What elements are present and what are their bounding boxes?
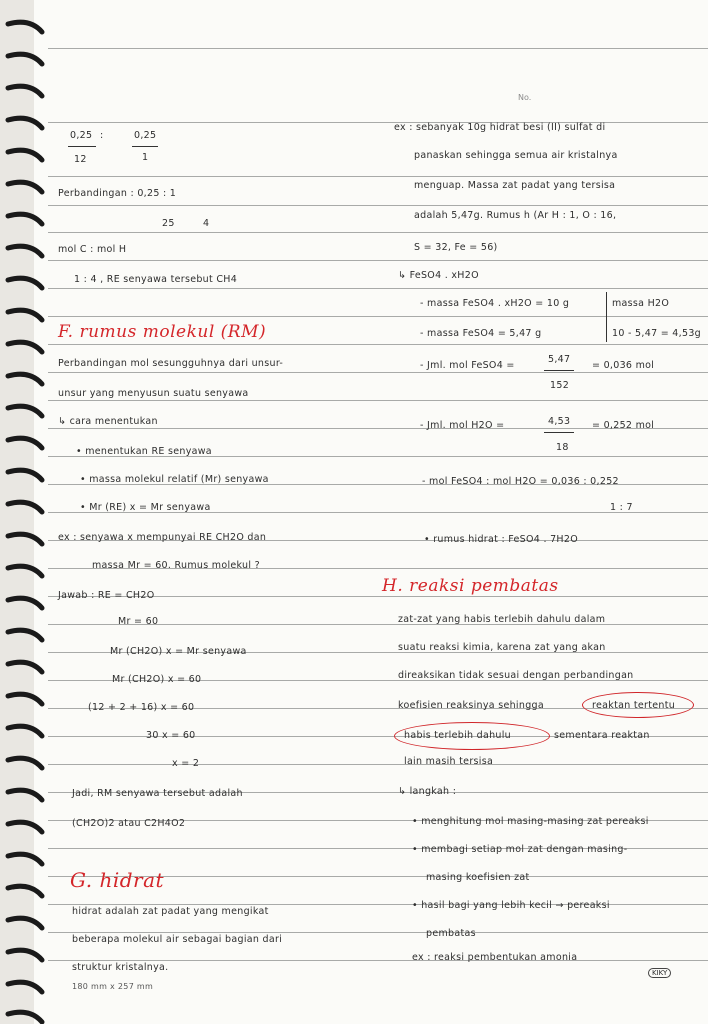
text-line: mol C : mol H — [58, 244, 127, 255]
text-line: Mr (CH2O) x = 60 — [112, 674, 202, 685]
text-line: 1 : 7 — [610, 502, 633, 513]
ruled-line — [48, 400, 708, 401]
text-line: 0,25 — [134, 130, 157, 141]
paper-size-label: 180 mm x 257 mm — [72, 982, 154, 991]
text-line: • menghitung mol masing-masing zat pereaksi — [412, 816, 649, 827]
ruled-line — [48, 232, 708, 233]
spiral-binding-icon — [0, 0, 52, 1024]
text-line: 10 - 5,47 = 4,53g — [612, 328, 701, 339]
text-line: • membagi setiap mol zat dengan masing- — [412, 844, 628, 855]
text-line: ex : sebanyak 10g hidrat besi (II) sulfat di — [394, 122, 606, 133]
ruled-line — [48, 316, 708, 317]
text-line: - Jml. mol FeSO4 = — [420, 360, 515, 371]
brand-logo: KIKY — [648, 968, 671, 978]
text-line: panaskan sehingga semua air kristalnya — [414, 150, 618, 161]
text-line: 4 — [203, 218, 210, 229]
ruled-line — [48, 960, 708, 961]
fraction-bar — [132, 146, 158, 147]
text-line: menguap. Massa zat padat yang tersisa — [414, 180, 616, 191]
text-line: 1 — [142, 152, 149, 163]
text-line: ↳ langkah : — [398, 786, 457, 797]
ruled-line — [48, 205, 708, 206]
text-line: • hasil bagi yang lebih kecil → pereaksi — [412, 900, 610, 911]
fraction-bar — [544, 370, 574, 371]
text-line: koefisien reaksinya sehingga — [398, 700, 544, 711]
bracket-line — [606, 292, 607, 342]
section-heading: H. reaksi pembatas — [382, 576, 559, 596]
text-line: reaktan tertentu — [592, 700, 676, 711]
text-line: • menentukan RE senyawa — [76, 446, 212, 457]
section-heading: G. hidrat — [70, 868, 165, 892]
text-line: - Jml. mol H2O = — [420, 420, 505, 431]
text-line: pembatas — [426, 928, 476, 939]
text-line: - massa FeSO4 . xH2O = 10 g — [420, 298, 570, 309]
text-line: beberapa molekul air sebagai bagian dari — [72, 934, 283, 945]
text-line: 152 — [550, 380, 570, 391]
text-line: sementara reaktan — [554, 730, 650, 741]
text-line: Perbandingan : 0,25 : 1 — [58, 188, 177, 199]
text-line: ↳ FeSO4 . xH2O — [398, 270, 479, 281]
text-line: massa H2O — [612, 298, 670, 309]
text-line: x = 2 — [172, 758, 200, 769]
text-line: 12 — [74, 154, 87, 165]
text-line: ex : senyawa x mempunyai RE CH2O dan — [58, 532, 267, 543]
text-line: Jawab : RE = CH2O — [58, 590, 155, 601]
text-line: Perbandingan mol sesungguhnya dari unsur- — [58, 358, 284, 369]
text-line: 18 — [556, 442, 569, 453]
ruled-line — [48, 48, 708, 49]
text-line: masing koefisien zat — [426, 872, 530, 883]
page-number-label: No. — [518, 93, 532, 102]
text-line: massa Mr = 60. Rumus molekul ? — [92, 560, 260, 571]
text-line: • rumus hidrat : FeSO4 . 7H2O — [424, 534, 578, 545]
ruled-line — [48, 932, 708, 933]
section-heading: F. rumus molekul (RM) — [58, 322, 267, 342]
text-line: 5,47 — [548, 354, 571, 365]
text-line: suatu reaksi kimia, karena zat yang akan — [398, 642, 606, 653]
ruled-line — [48, 260, 708, 261]
text-line: - mol FeSO4 : mol H2O = 0,036 : 0,252 — [422, 476, 619, 487]
text-line: lain masih tersisa — [404, 756, 494, 767]
text-line: = 0,252 mol — [592, 420, 655, 431]
ruled-line — [48, 122, 708, 123]
text-line: habis terlebih dahulu — [404, 730, 512, 741]
text-line: = 0,036 mol — [592, 360, 655, 371]
text-line: 30 x = 60 — [146, 730, 196, 741]
text-line: • massa molekul relatif (Mr) senyawa — [80, 474, 269, 485]
text-line: ↳ cara menentukan — [58, 416, 158, 427]
text-line: 1 : 4 , RE senyawa tersebut CH4 — [74, 274, 238, 285]
ruled-line — [48, 344, 708, 345]
text-line: Jadi, RM senyawa tersebut adalah — [72, 788, 243, 799]
text-line: (12 + 2 + 16) x = 60 — [88, 702, 195, 713]
fraction-bar — [544, 432, 574, 433]
text-line: (CH2O)2 atau C2H4O2 — [72, 818, 186, 829]
ruled-line — [48, 764, 708, 765]
text-line: 25 — [162, 218, 175, 229]
text-line: • Mr (RE) x = Mr senyawa — [80, 502, 211, 513]
text-line: S = 32, Fe = 56) — [414, 242, 498, 253]
text-line: ex : reaksi pembentukan amonia — [412, 952, 578, 963]
text-line: 4,53 — [548, 416, 571, 427]
text-line: Mr = 60 — [118, 616, 159, 627]
ruled-line — [48, 372, 708, 373]
fraction-bar — [68, 146, 96, 147]
text-line: direaksikan tidak sesuai dengan perbandingan — [398, 670, 634, 681]
text-line: unsur yang menyusun suatu senyawa — [58, 388, 249, 399]
ruled-line — [48, 176, 708, 177]
text-line: hidrat adalah zat padat yang mengikat — [72, 906, 269, 917]
ruled-line — [48, 288, 708, 289]
text-line: zat-zat yang habis terlebih dahulu dalam — [398, 614, 606, 625]
text-line: adalah 5,47g. Rumus h (Ar H : 1, O : 16, — [414, 210, 617, 221]
text-line: : — [100, 130, 104, 141]
text-line: - massa FeSO4 = 5,47 g — [420, 328, 542, 339]
text-line: 0,25 — [70, 130, 93, 141]
text-line: Mr (CH2O) x = Mr senyawa — [110, 646, 247, 657]
text-line: struktur kristalnya. — [72, 962, 169, 973]
